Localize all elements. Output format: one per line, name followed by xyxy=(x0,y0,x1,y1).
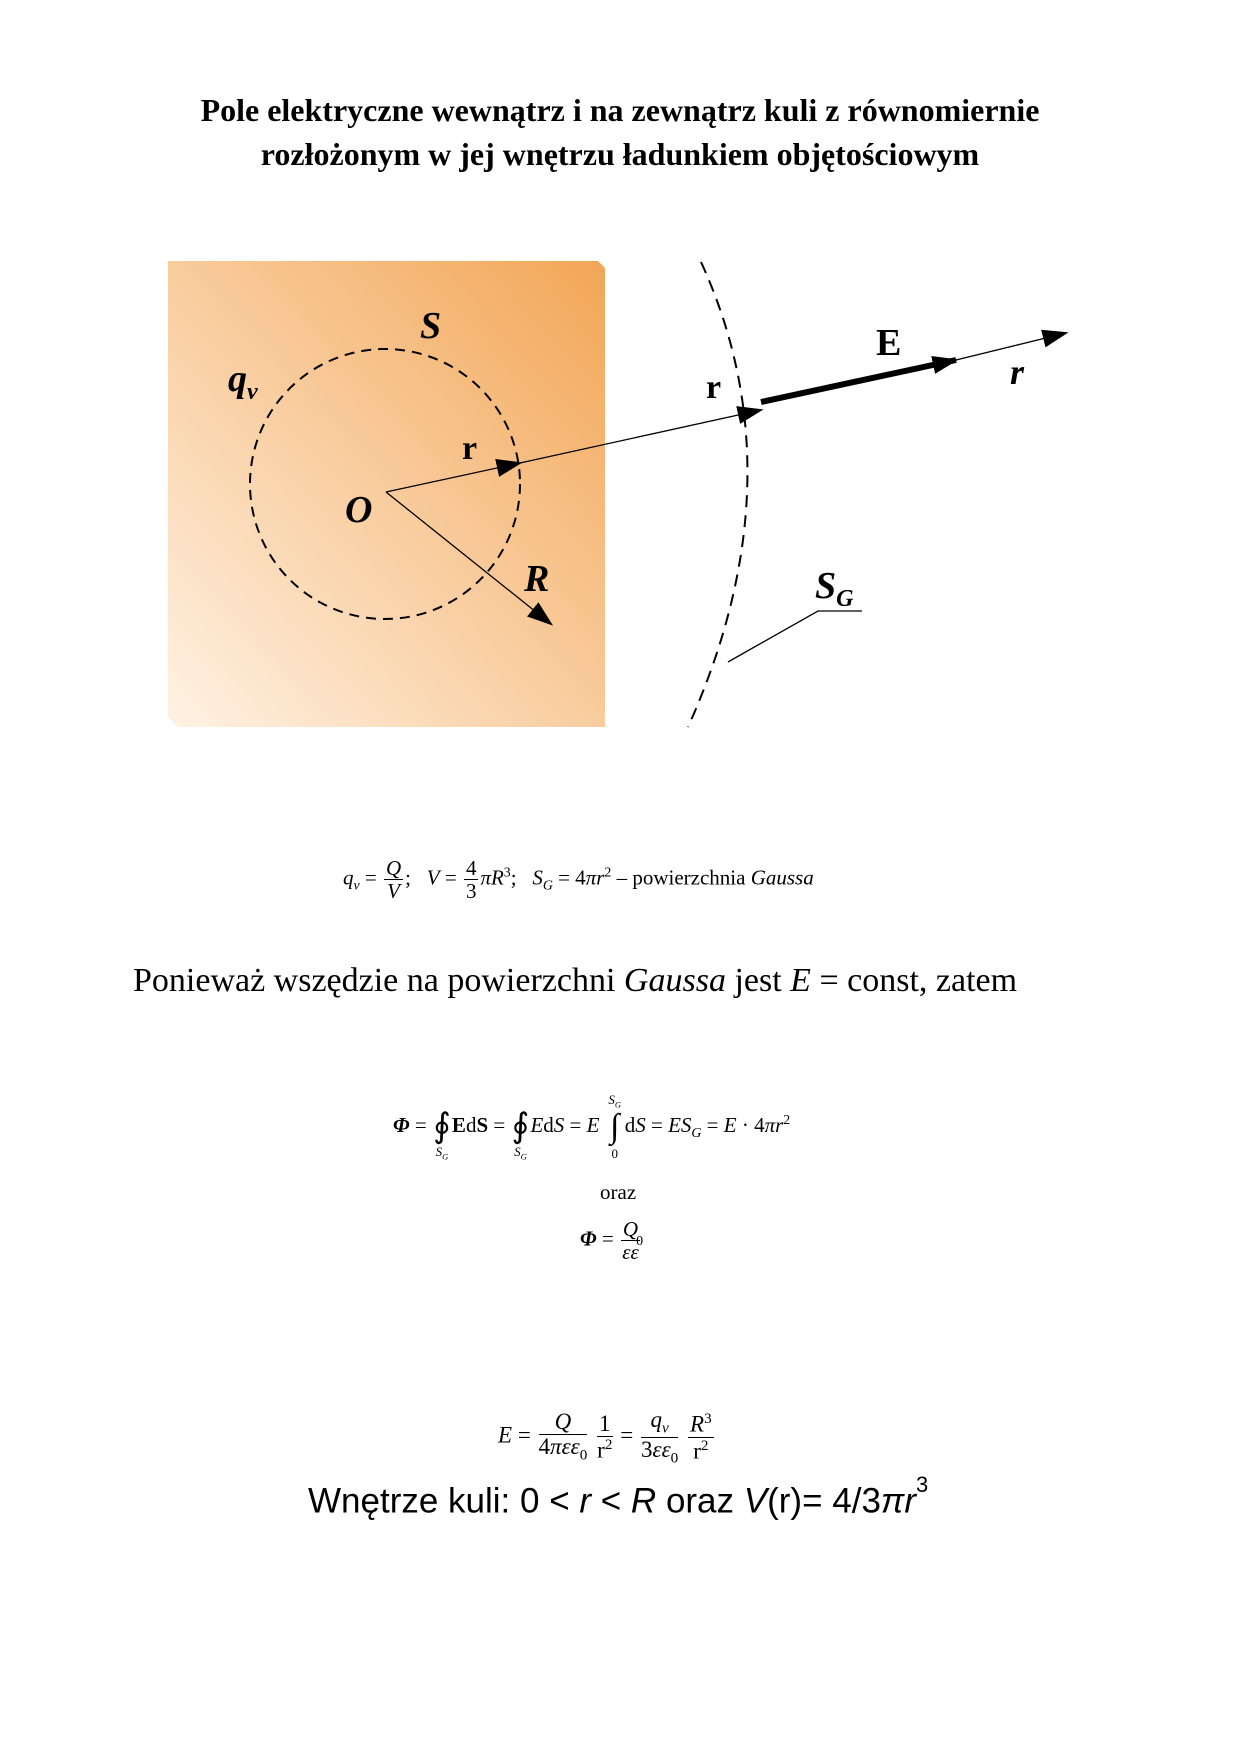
sphere-field-diagram xyxy=(0,0,1240,760)
gauss-label-leader xyxy=(728,611,862,662)
definitions-suffix: – powierzchnia xyxy=(616,865,746,890)
gauss-surface-arc xyxy=(688,262,747,727)
label-r-unit: r xyxy=(1010,352,1025,392)
charged-region xyxy=(168,261,605,727)
title-line-2: rozłożonym w jej wnętrzu ładunkiem objętościowym xyxy=(260,136,980,172)
statement-text: Ponieważ wszędzie na powierzchni Gaussa jest E = const, zatem xyxy=(133,962,1018,999)
definitions-gauss: Gaussa xyxy=(750,865,814,890)
label-sg: $S_G$ xyxy=(815,565,854,612)
label-r-inner: r xyxy=(462,430,478,467)
label-o: O xyxy=(345,489,373,531)
interior-condition: Wnętrze kuli: 0 < r < R oraz $V(r)= 4/3\pi r^3$ xyxy=(308,1472,929,1521)
label-radius: R xyxy=(524,558,550,600)
label-r-outer: r xyxy=(706,369,722,406)
label-s: S xyxy=(420,305,442,347)
label-qv: $q_v$ xyxy=(228,358,258,405)
title-line-1: Pole elektryczne wewnątrz i na zewnątrz kuli z równomiernie xyxy=(200,92,1040,128)
label-e: E xyxy=(876,322,902,364)
field-formula: E = $\frac{Q}{4\pi\varepsilon\varepsilon_0}$ $\frac{1}{r^2}$ = $\frac{q_v}{3\varepsilon\varepsilon_0}$ $\frac{R^3}{r^2}$ xyxy=(498,1407,712,1467)
definitions-formula: $q_v$ = $\frac{Q}{V}$ ; V = $\frac{4}{3}$ $\pi R^3$; $S_G = 4\pi r^2$ – powierzchnia Gaussa xyxy=(343,856,814,904)
e-vector xyxy=(761,360,956,402)
oraz-text: oraz xyxy=(600,1180,637,1204)
flux-charge-formula: Φ = $\frac{Q}{\varepsilon\varepsilon}$ 0 xyxy=(580,1217,644,1265)
flux-formula: Φ = ∮ $S_G$ EdS = ∮ $S_G$ EdS = E $S_G$ ∫ 0 dS = $ES_G = E \cdot 4\pi r^2$ xyxy=(393,1092,791,1162)
